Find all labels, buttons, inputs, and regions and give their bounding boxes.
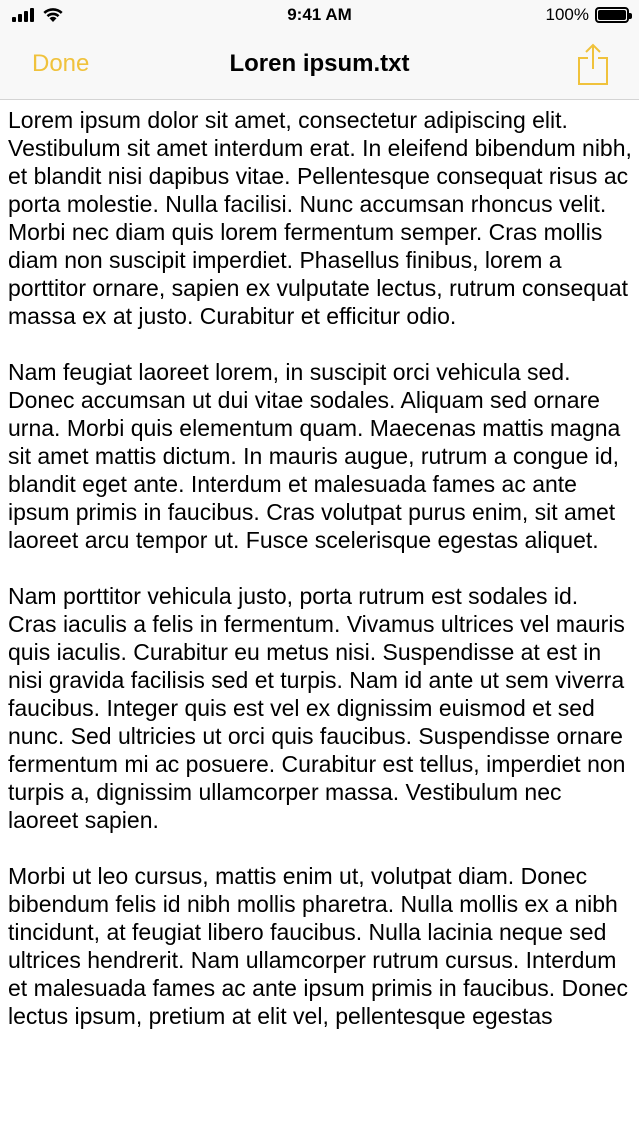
navigation-bar xyxy=(0,32,639,100)
document-paragraph: Nam feugiat laoreet lorem, in suscipit orci vehicula sed. Donec accumsan ut dui vitae sodales. Aliquam sed ornare urna. Morbi quis elementum quam. Maecenas mattis magna sit amet mattis dictum. In mauris augue, rutrum a congue id, blandit eget ante. Interdum et malesuada fames ac ante ipsum primis in faucibus. Cras volutpat purus enim, sit amet laoreet arcu tempor ut. Fusce scelerisque egestas aliquet. xyxy=(8,359,621,553)
status-time: 9:41 AM xyxy=(287,5,352,24)
document-text-view[interactable] xyxy=(8,106,632,1136)
document-paragraph: Morbi ut leo cursus, mattis enim ut, volutpat diam. Donec bibendum felis id nibh mollis pharetra. Nulla mollis ex a nibh tincidunt, at feugiat libero faucibus. Nulla lacinia neque sed ultrices hendrerit. Nam ullamcorper rutrum cursus. Interdum et malesuada fames ac ante ipsum primis in faucibus. Donec lectus ipsum, pretium at elit vel, pellentesque egestas xyxy=(8,863,629,1029)
battery-tip xyxy=(629,13,632,19)
battery-fill xyxy=(598,10,626,20)
done-button[interactable]: Done xyxy=(32,50,90,77)
page-title: Loren ipsum.txt xyxy=(229,50,410,77)
document-paragraph: Nam porttitor vehicula justo, porta rutrum est sodales id. Cras iaculis a felis in fermentum. Vivamus ultrices vel mauris quis iaculis. Curabitur eu metus nisi. Suspendisse at est in nisi gravida facilisis sed et turpis. Nam id ante ut sem viverra faucibus. Integer quis est vel ex dignissim euismod et sed nunc. Sed ultricies ut orci quis faucibus. Suspendisse ornare fermentum mi ac posuere. Curabitur est tellus, imperdiet non turpis a, dignissim ullamcorper massa. Vestibulum nec laoreet sapien. xyxy=(8,583,626,833)
status-bar xyxy=(0,0,639,32)
battery-percent: 100% xyxy=(545,5,589,24)
share-icon[interactable] xyxy=(577,42,609,86)
document-paragraph: Lorem ipsum dolor sit amet, consectetur adipiscing elit. Vestibulum sit amet interdum erat. In eleifend bibendum nibh, et blandit nisi dapibus vitae. Pellentesque consequat risus ac porta molestie. Nulla facilisi. Nunc accumsan rhoncus velit. Morbi nec diam quis lorem fermentum semper. Cras mollis diam non suscipit imperdiet. Phasellus finibus, lorem a porttitor ornare, sapien ex vulputate lectus, rutrum consequat massa ex at justo. Curabitur et efficitur odio. xyxy=(8,107,632,329)
status-right xyxy=(546,5,629,25)
battery-icon xyxy=(595,7,629,23)
